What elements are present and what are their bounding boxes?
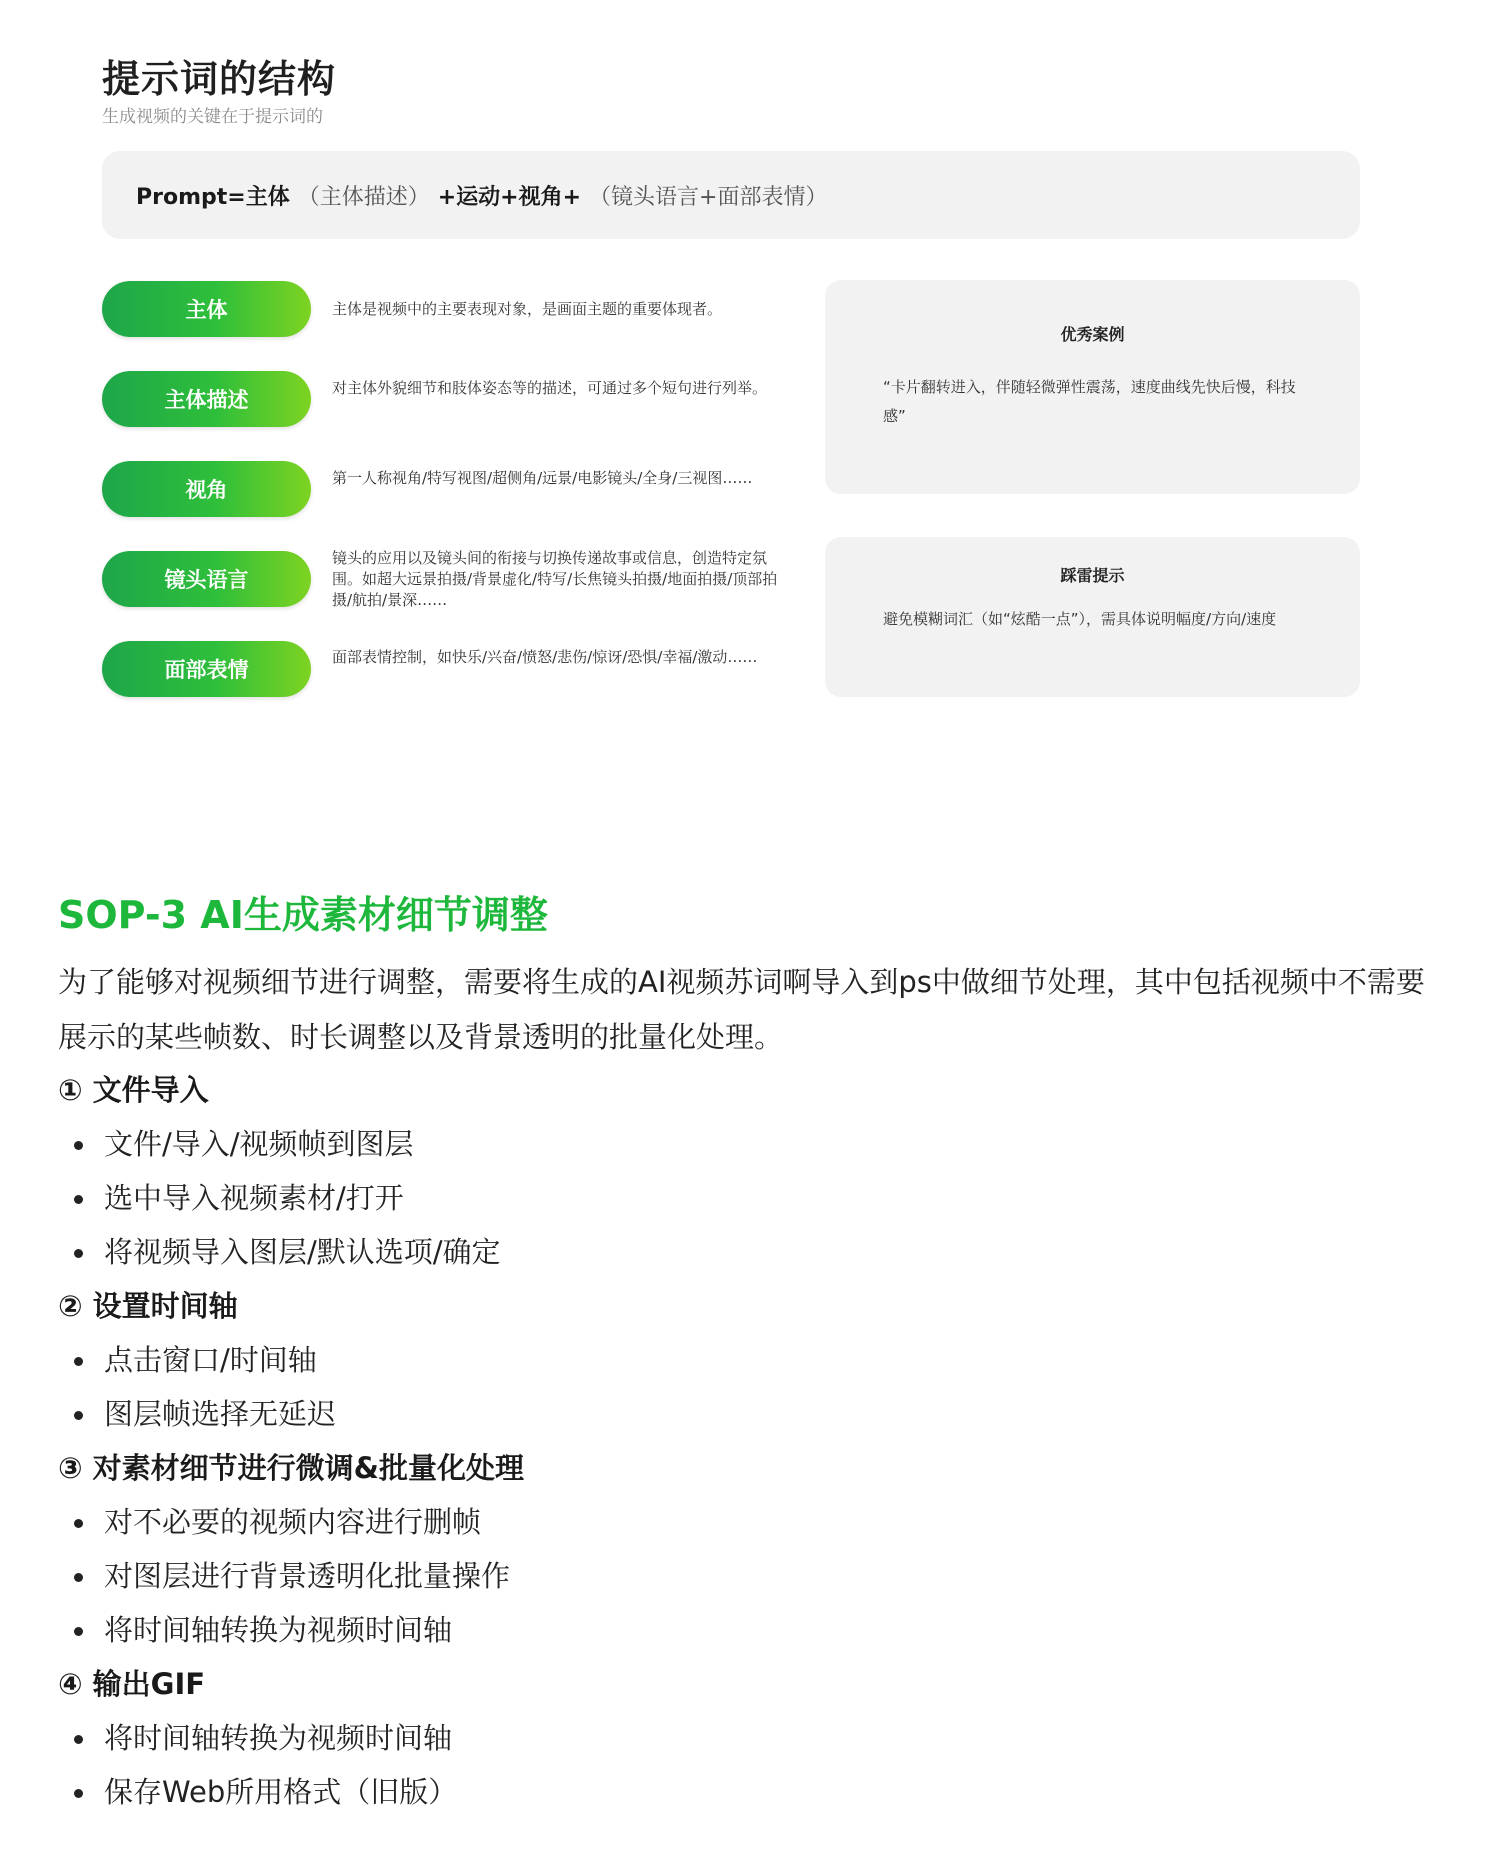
list-item-text: 对不必要的视频内容进行删帧 — [104, 1505, 482, 1539]
step-list — [58, 1711, 1438, 1819]
list-item — [58, 1603, 1438, 1657]
bullet-icon — [74, 1519, 83, 1528]
list-item — [58, 1711, 1438, 1765]
pill-facial-expression: 面部表情 — [102, 641, 311, 697]
list-item — [58, 1333, 1438, 1387]
prompt-structure-figure — [0, 0, 1493, 760]
list-item — [58, 1225, 1438, 1279]
list-item-text: 选中导入视频素材/打开 — [104, 1181, 404, 1215]
list-item-text: 保存Web所用格式（旧版） — [104, 1775, 458, 1809]
pill-viewpoint-desc: 第一人称视角/特写视图/超侧角/远景/电影镜头/全身/三视图…… — [332, 469, 753, 487]
pill-lens-language: 镜头语言 — [102, 551, 311, 607]
step-title: ① 文件导入 — [58, 1073, 209, 1107]
sop-title: SOP-3 AI生成素材细节调整 — [58, 893, 548, 937]
good-example-title: 优秀案例 — [1060, 325, 1125, 344]
good-example-text: “卡片翻转进入，伴随轻微弹性震荡，速度曲线先快后慢，科技感” — [883, 378, 1296, 425]
list-item — [58, 1171, 1438, 1225]
list-item-text: 将视频导入图层/默认选项/确定 — [104, 1235, 501, 1269]
list-item-text: 图层帧选择无延迟 — [104, 1397, 337, 1431]
list-item-text: 将时间轴转换为视频时间轴 — [104, 1721, 453, 1755]
pill-subject-description-desc: 对主体外貌细节和肢体姿态等的描述，可通过多个短句进行列举。 — [332, 379, 768, 397]
bullet-icon — [74, 1627, 83, 1636]
formula-part-motion-view: +运动+视角+ — [437, 184, 582, 210]
step-title: ② 设置时间轴 — [58, 1289, 238, 1323]
pill-subject: 主体 — [102, 281, 311, 337]
list-item-text: 将时间轴转换为视频时间轴 — [104, 1613, 453, 1647]
formula-part-subject-desc: （主体描述） — [297, 184, 430, 210]
list-item-text: 文件/导入/视频帧到图层 — [104, 1127, 414, 1161]
pitfall-tips-text: 避免模糊词汇（如“炫酷一点”），需具体说明幅度/方向/速度 — [883, 610, 1277, 628]
prompt-formula-box — [102, 151, 1360, 239]
pitfall-tips-card — [825, 537, 1360, 697]
step-list — [58, 1333, 1438, 1441]
figure-title: 提示词的结构 — [102, 57, 337, 101]
bullet-icon — [74, 1789, 83, 1798]
bullet-icon — [74, 1141, 83, 1150]
list-item — [58, 1549, 1438, 1603]
list-item-text: 点击窗口/时间轴 — [104, 1343, 317, 1377]
bullet-icon — [74, 1735, 83, 1744]
intro-paragraph: 为了能够对视频细节进行调整，需要将生成的AI视频苏词啊导入到ps中做细节处理，其中包括视频中不需要展示的某些帧数、时长调整以及背景透明的批量化处理。 — [58, 965, 1425, 1054]
list-item — [58, 1765, 1438, 1819]
bullet-icon — [74, 1573, 83, 1582]
list-item — [58, 1117, 1438, 1171]
list-item — [58, 1387, 1438, 1441]
list-item-text: 对图层进行背景透明化批量操作 — [104, 1559, 511, 1593]
formula-part-subject: Prompt=主体 — [136, 184, 290, 210]
pill-subject-description: 主体描述 — [102, 371, 311, 427]
step-list — [58, 1117, 1438, 1279]
pill-lens-language-desc: 镜头的应用以及镜头间的衔接与切换传递故事或信息，创造特定氛围。如超大远景拍摄/背景虚化/特写/长焦镜头拍摄/地面拍摄/顶部拍摄/航拍/景深…… — [332, 549, 778, 609]
step-list — [58, 1495, 1438, 1657]
steps-section — [58, 1063, 1438, 1819]
pitfall-tips-title: 踩雷提示 — [1060, 566, 1125, 585]
figure-subtitle: 生成视频的关键在于提示词的 — [102, 107, 323, 127]
pill-viewpoint: 视角 — [102, 461, 311, 517]
step-title: ③ 对素材细节进行微调&批量化处理 — [58, 1451, 524, 1485]
list-item — [58, 1495, 1438, 1549]
bullet-icon — [74, 1249, 83, 1258]
good-example-card — [825, 280, 1360, 494]
bullet-icon — [74, 1357, 83, 1366]
bullet-icon — [74, 1195, 83, 1204]
formula-part-lens-expression: （镜头语言+面部表情） — [589, 184, 828, 210]
pill-subject-desc: 主体是视频中的主要表现对象，是画面主题的重要体现者。 — [332, 300, 723, 318]
bullet-icon — [74, 1411, 83, 1420]
pill-facial-expression-desc: 面部表情控制，如快乐/兴奋/愤怒/悲伤/惊讶/恐惧/幸福/激动…… — [332, 648, 758, 666]
step-title: ④ 输出GIF — [58, 1667, 206, 1701]
